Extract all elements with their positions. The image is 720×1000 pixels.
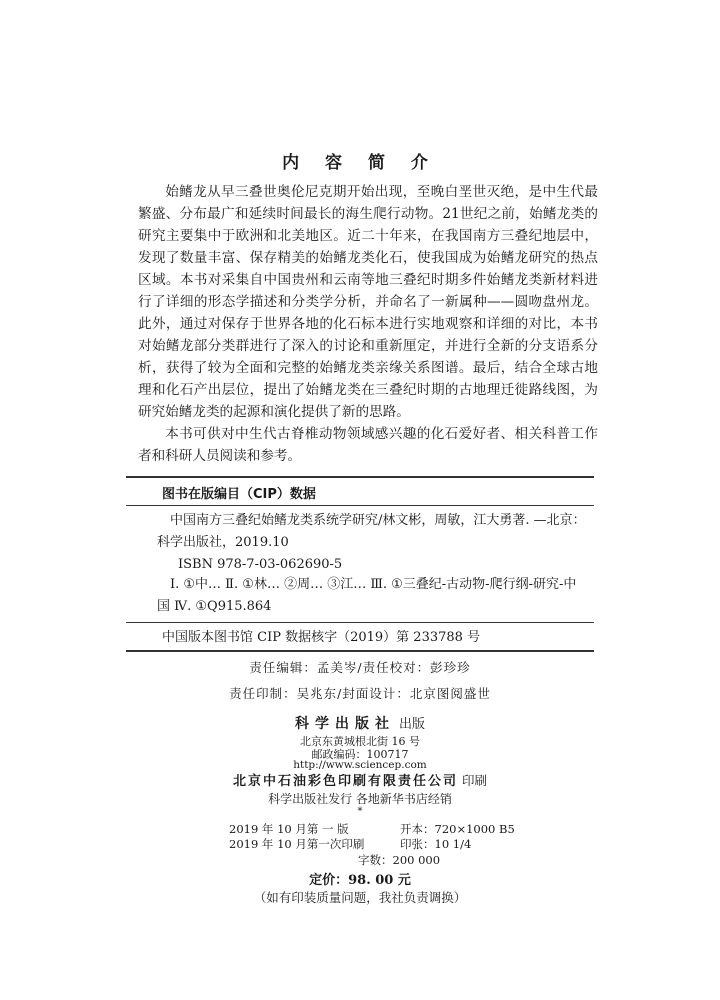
publisher-address: 北京东黄城根北街 16 号 <box>300 735 420 748</box>
printer-suffix: 印刷 <box>462 773 488 788</box>
cip-verify-rule <box>126 622 594 623</box>
quality-notice: （如有印装质量问题，我社负责调换） <box>253 890 467 905</box>
summary-paragraph: 始鳍龙从早三叠世奥伦尼克期开始出现，至晚白垩世灭绝，是中生代最繁盛、分布最广和延续时间最长的海生爬行动物。21世纪之前，始鳍龙类的研究主要集中于欧洲和北美地区。近二十年来，在我国南方三叠纪地层中，发现了数量丰富、保存精美的始鳍龙类化石，使我国成为始鳍龙研究的热点区域。本书对采集自中国贵州和云南等地三叠纪时期多件始鳍龙类新材料进行了详细的形态学描述和分类学分析，并命名了一新属种——圆吻盘州龙。此外，通过对保存于世界各地的化石标本进行实地观察和详细的对比，本书对始鳍龙部分类群进行了深入的讨论和重新厘定，并进行全新的分支语系分析，获得了较为全面和完整的始鳍龙类亲缘关系图谱。最后，结合全球古地理和化石产出层位，提出了始鳍龙类在三叠纪时期的古地理迁徙路线图，为研究始鳍龙类的起源和演化提供了新的思路。 <box>138 184 598 420</box>
cip-title: 图书在版编目（CIP）数据 <box>162 487 316 502</box>
cip-classification-text: Ⅰ. ①中… Ⅱ. ①林… ②周… ③江… Ⅲ. ①三叠纪-古动物-爬行纲-研究-中国 Ⅳ. ①Q915.864 <box>157 577 577 614</box>
publisher-line <box>0 713 720 733</box>
printed-sheets: 印张：10 1/4 <box>400 837 472 851</box>
editor-credits: 责任编辑：孟美岑/责任校对：彭珍珍 <box>249 660 471 675</box>
word-count: 字数：200 000 <box>358 853 441 867</box>
cip-top-rule <box>126 476 594 478</box>
summary-body <box>138 181 598 467</box>
separator-star: * <box>357 806 363 817</box>
cip-classification <box>157 574 587 618</box>
first-printing: 2019 年 10 月第一次印刷 <box>229 837 365 851</box>
cip-entry-text: 中国南方三叠纪始鳍龙类系统学研究/林文彬，周敏，江大勇著. —北京：科学出版社，2019.10 <box>157 513 586 550</box>
cip-title-rule <box>126 505 594 506</box>
cip-entry <box>157 510 587 554</box>
printer-name: 北京中石油彩色印刷有限责任公司 <box>232 774 458 789</box>
publisher-suffix: 出版 <box>398 717 425 732</box>
book-format: 开本：720×1000 B5 <box>400 822 515 836</box>
publisher-website: http://www.sciencep.com <box>293 759 427 771</box>
printer-line <box>0 770 720 789</box>
price: 定价：98. 00 元 <box>309 873 411 888</box>
publisher-postcode: 邮政编码：100717 <box>311 748 409 761</box>
cip-verification: 中国版本图书馆 CIP 数据核字（2019）第 233788 号 <box>162 630 481 645</box>
distribution-line: 科学出版社发行 各地新华书店经销 <box>268 792 452 806</box>
summary-heading: 内 容 简 介 <box>282 153 438 173</box>
first-edition: 2019 年 10 月第 一 版 <box>229 822 349 836</box>
printing-credits: 责任印制：吴兆东/封面设计：北京图阅盛世 <box>229 686 491 701</box>
summary-paragraph: 本书可供对中生代古脊椎动物领域感兴趣的化石爱好者、相关科普工作者和科研人员阅读和参考。 <box>138 426 598 464</box>
publisher-name: 科学出版社 <box>294 716 395 732</box>
cip-bottom-rule <box>126 650 594 652</box>
cip-isbn: ISBN 978-7-03-062690-5 <box>178 557 343 572</box>
